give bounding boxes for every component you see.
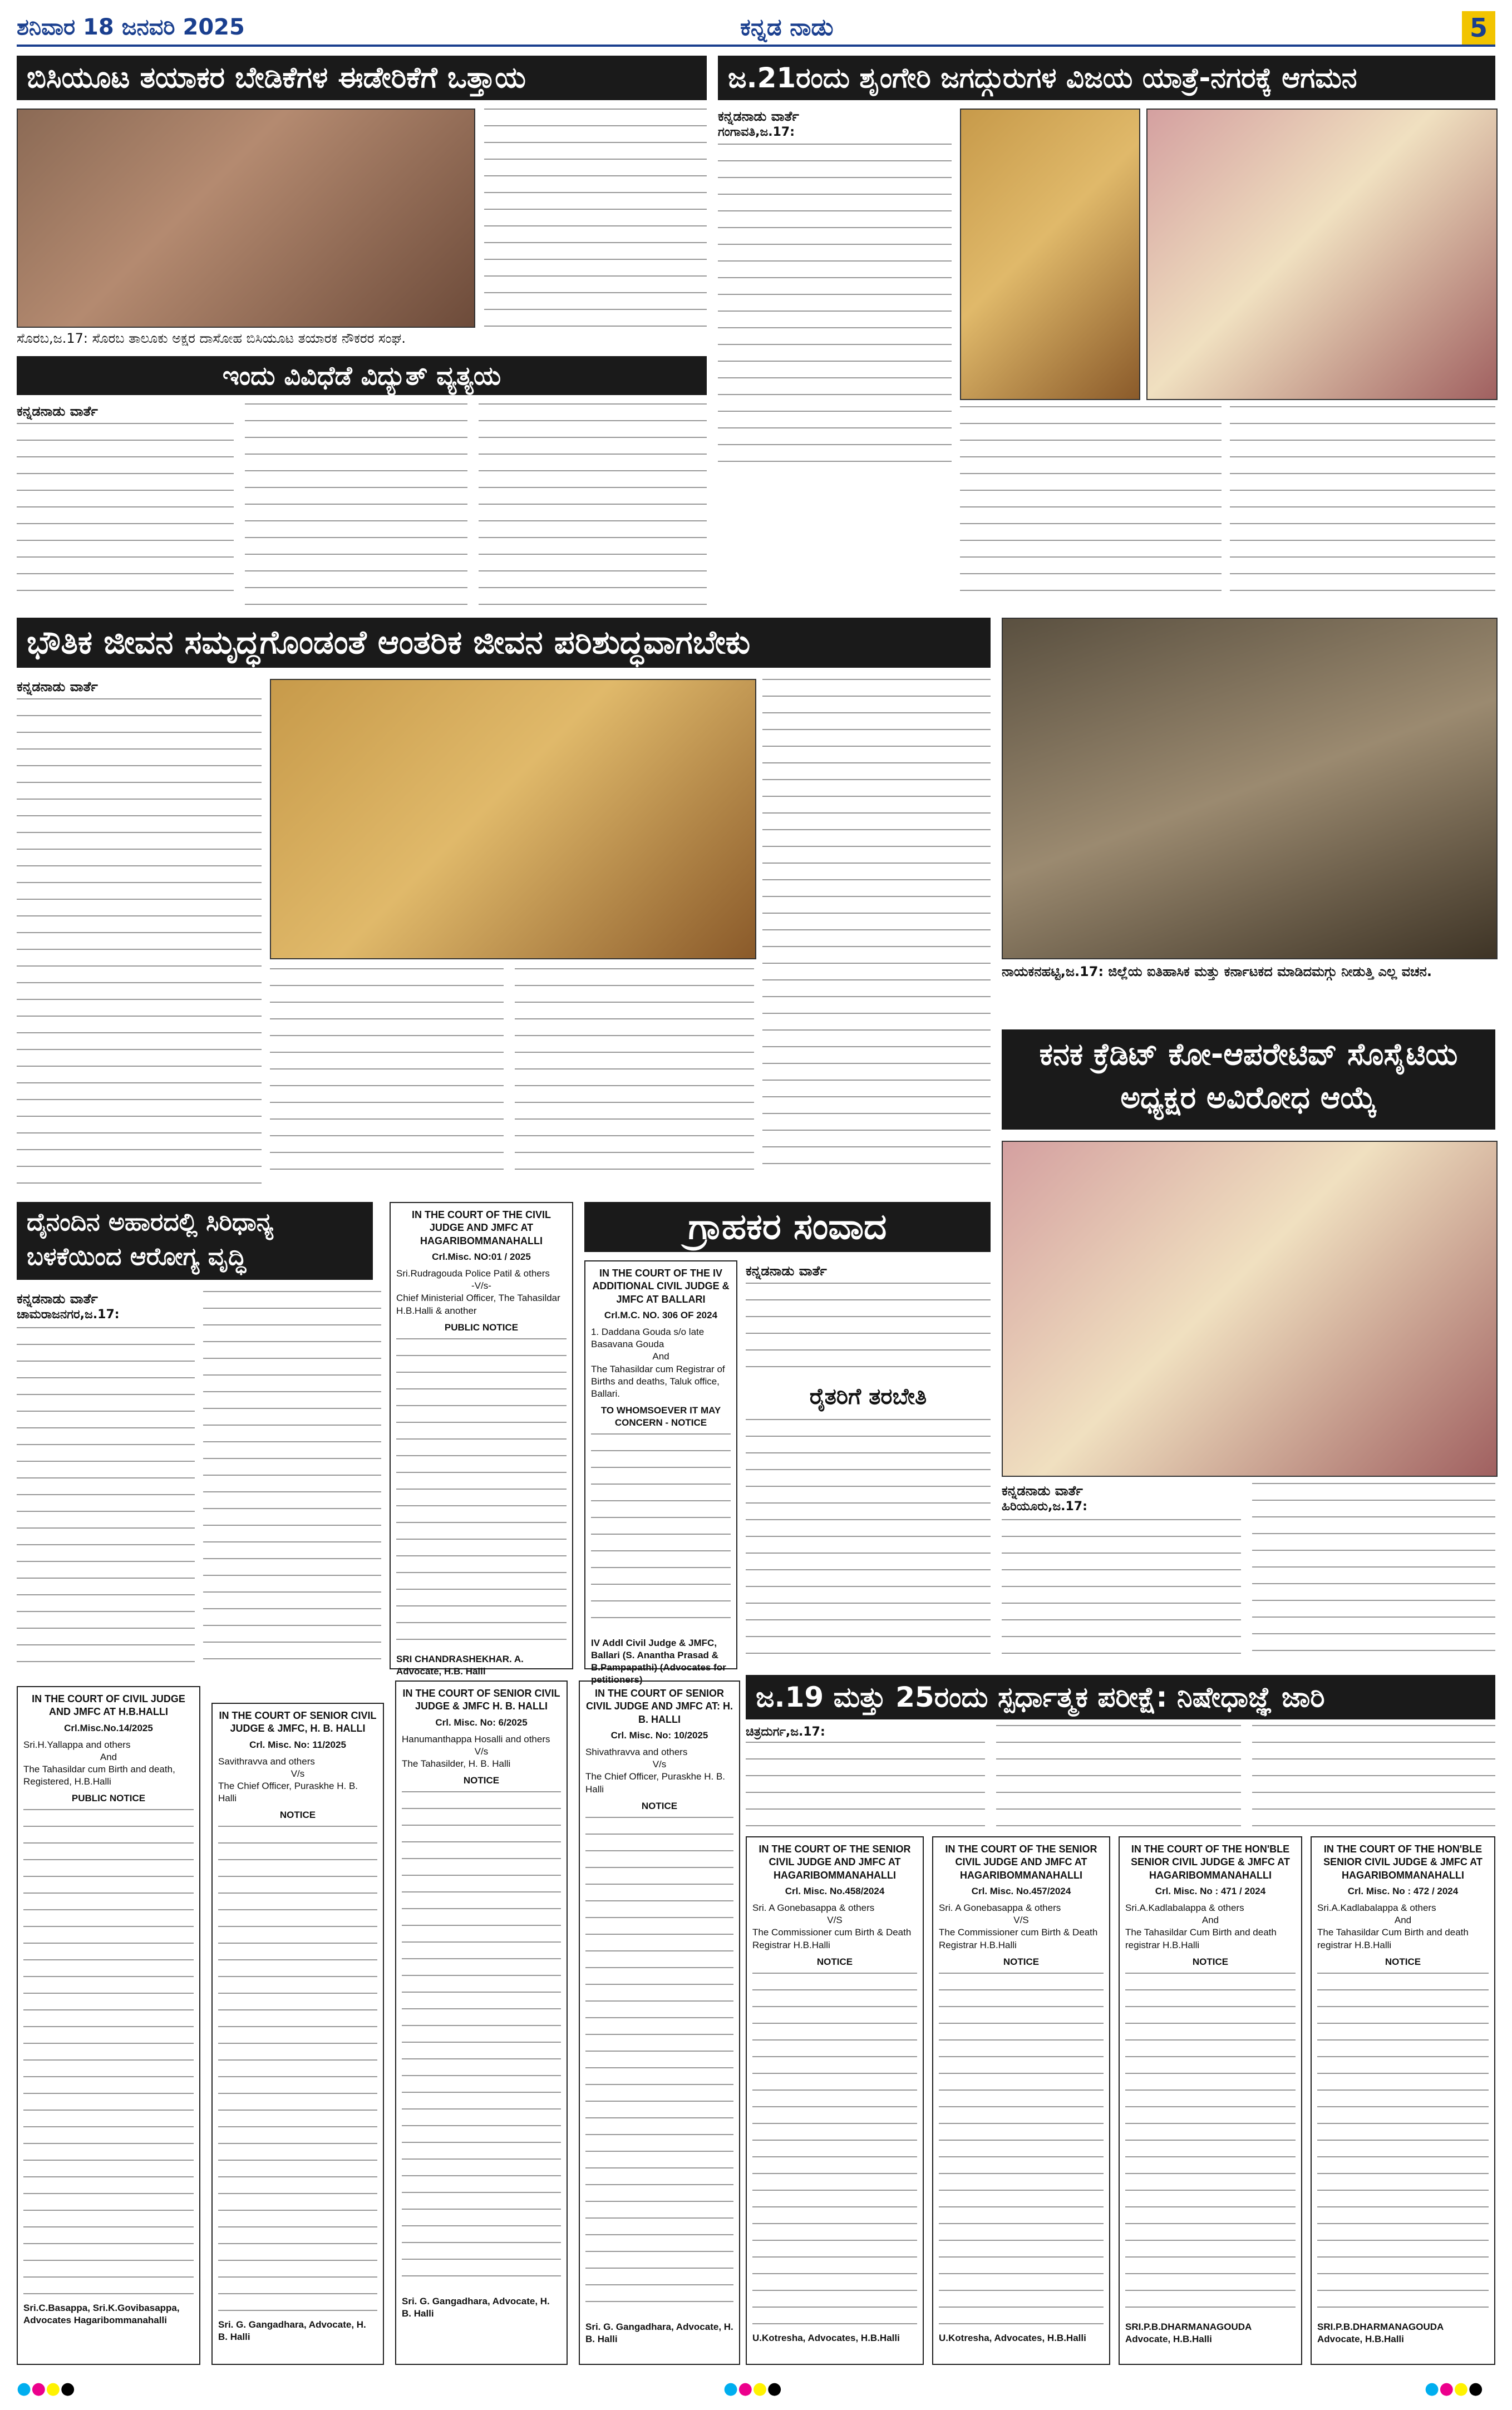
headline-siridhanya: ದೈನಂದಿನ ಅಹಾರದಲ್ಲಿ ಸಿರಿಧಾನ್ಯ ಬಳಕೆಯಿಂದ ಆರೋಗ್ಯ ವೃದ್ಧಿ	[17, 1202, 373, 1280]
notice-between: Hanumanthappa Hosalli and others	[402, 1733, 550, 1744]
photo-bhoutika	[270, 679, 756, 959]
notice-body	[585, 1817, 733, 2318]
notice-crl-misc-457-2024	[932, 1836, 1110, 2365]
registration-marks-right: ●●●●	[1425, 2379, 1483, 2398]
dateline-spardha: ಚಿತ್ರದುರ್ಗ,ಜ.17:	[746, 1725, 825, 1739]
notice-court: IN THE COURT OF CIVIL JUDGE AND JMFC AT H.B.HALLI	[32, 1693, 185, 1718]
story-shringeri-col3	[1230, 406, 1495, 607]
notice-case: Crl.Misc. NO:01 / 2025	[432, 1251, 531, 1263]
notice-crl-misc-472-2024	[1311, 1836, 1495, 2365]
notice-signed: Sri.C.Basappa, Sri.K.Govibasappa, Advocates Hagaribommanahalli	[23, 2303, 180, 2326]
notice-between: Sri.A.Kadlabalappa & others	[1125, 1903, 1244, 1914]
page-number: 5	[1462, 11, 1495, 45]
story-raitha-body	[746, 1419, 991, 1664]
notice-body	[939, 1973, 1104, 2329]
notice-crl-misc-458-2024	[746, 1836, 924, 2365]
notice-title: NOTICE	[1192, 1956, 1229, 1967]
story-bhoutika-col4	[762, 679, 991, 1180]
notice-crl-misc-10-2025	[579, 1680, 740, 2365]
issue-date: ಶನಿವಾರ 18 ಜನವರಿ 2025	[17, 14, 245, 40]
headline-shringeri: ಜ.21ರಂದು ಶೃಂಗೇರಿ ಜಗದ್ಗುರುಗಳ ವಿಜಯ ಯಾತ್ರೆ-ನಗರಕ್ಕೆ ಆಗಮನ	[718, 56, 1495, 100]
headline-vidyut: ಇಂದು ವಿವಿಧೆಡೆ ವಿದ್ಯುತ್ ವ್ಯತ್ಯಯ	[17, 356, 707, 395]
notice-body	[396, 1338, 567, 1650]
notice-case: Crl. Misc. No : 471 / 2024	[1155, 1886, 1266, 1897]
notice-between: Sri. A Gonebasappa & others	[939, 1903, 1061, 1914]
photo-shringeri-2	[1146, 109, 1498, 400]
notice-case: Crl. Misc. No : 472 / 2024	[1347, 1886, 1459, 1897]
notice-versus: And	[100, 1751, 117, 1762]
notice-respondent: The Chief Officer, Puraskhe H. B. Halli	[585, 1771, 726, 1795]
story-bhoutika-col3	[515, 968, 754, 1180]
story-vidyut-col2	[245, 403, 467, 607]
notice-between: Sri. A Gonebasappa & others	[752, 1903, 875, 1914]
notice-versus: -V/s-	[471, 1280, 491, 1292]
photo-bisiyoota	[17, 109, 475, 328]
headline-bisiyoota: ಬಿಸಿಯೂಟ ತಯಾಕರ ಬೇಡಿಕೆಗಳ ಈಡೇರಿಕೆಗೆ ಒತ್ತಾಯ	[17, 56, 707, 100]
notice-respondent: The Tahasildar Cum Birth and death registrar H.B.Halli	[1125, 1927, 1277, 1950]
photo-kanaka	[1002, 1141, 1498, 1477]
story-vidyut-col1	[17, 423, 234, 607]
notice-signed: SRI CHANDRASHEKHAR. A. Advocate, H.B. Halli	[396, 1653, 524, 1677]
notice-signed: SRI.P.B.DHARMANAGOUDA Advocate, H.B.Halli	[1125, 2321, 1252, 2344]
notice-crl-misc-01-2025	[390, 1202, 573, 1677]
notice-versus: V/s	[474, 1746, 489, 1757]
notice-title: NOTICE	[279, 1810, 316, 1821]
story-bhoutika-col1	[17, 698, 262, 1188]
notice-between: Sri.Rudragouda Police Patil & others	[396, 1268, 550, 1279]
dateline-kanaka: ಹಿರಿಯೂರು,ಜ.17:	[1002, 1500, 1087, 1514]
byline-kanaka: ಕನ್ನಡನಾಡು ವಾರ್ತೆ	[1002, 1483, 1083, 1499]
story-kanaka-col2	[1252, 1483, 1495, 1664]
notice-body	[402, 1791, 561, 2292]
story-vidyut-col3	[479, 403, 707, 607]
notice-body	[591, 1433, 731, 1634]
notice-body	[1125, 1973, 1296, 2318]
notice-court: IN THE COURT OF SENIOR CIVIL JUDGE AND JMFC AT: H. B. HALLI	[585, 1688, 733, 1725]
byline-siridhanya: ಕನ್ನಡನಾಡು ವಾರ್ತೆ	[17, 1291, 98, 1307]
byline-bhoutika: ಕನ್ನಡನಾಡು ವಾರ್ತೆ	[17, 679, 98, 694]
notice-case: Crl.Misc.No.14/2025	[64, 1722, 153, 1733]
story-shringeri-col2	[960, 406, 1222, 607]
notice-respondent: Chief Ministerial Officer, The Tahasildar H.B.Halli & another	[396, 1293, 560, 1316]
notice-respondent: The Tahasilder, H. B. Halli	[402, 1758, 511, 1770]
notice-signed: Sri. G. Gangadhara, Advocate, H. B. Halli	[218, 2319, 366, 2343]
notice-respondent: The Tahasildar cum Registrar of Births and deaths, Taluk office, Ballari.	[591, 1363, 725, 1399]
notice-court: IN THE COURT OF THE HON'BLE SENIOR CIVIL JUDGE & JMFC AT HAGARIBOMMANAHALLI	[1323, 1844, 1483, 1881]
notice-respondent: The Chief Officer, Puraskhe H. B. Halli	[218, 1781, 358, 1804]
headline-spardha: ಜ.19 ಮತ್ತು 25ರಂದು ಸ್ಪರ್ಧಾತ್ಮಕ ಪರೀಕ್ಷೆ: ನಿಷೇಧಾಜ್ಞೆ ಜಾರಿ	[746, 1675, 1495, 1719]
story-spardha-col2	[996, 1725, 1241, 1831]
notice-versus: V/S	[827, 1915, 843, 1926]
byline-vidyut: ಕನ್ನಡನಾಡು ವಾರ್ತೆ	[17, 403, 98, 419]
notice-crl-misc-11-2025	[211, 1703, 384, 2365]
story-siridhanya-col1	[17, 1327, 195, 1672]
notice-body	[218, 1826, 377, 2315]
notice-respondent: The Commissioner cum Birth & Death Registrar H.B.Halli	[752, 1927, 912, 1950]
caption-nayakanahatti: ನಾಯಕನಹಟ್ಟಿ,ಜ.17: ಜಿಲ್ಲೆಯ ಐತಿಹಾಸಿಕ ಮತ್ತು ಕರ್ನಾಟಕದ ಮಾಡಿದಮಗ್ಗು ನೀಡುತ್ತಿ ಎಲ್ಲ ವಚನ.	[1002, 964, 1432, 979]
notice-title: NOTICE	[463, 1775, 500, 1786]
notice-signed: IV Addl Civil Judge & JMFC, Ballari (S. Anantha Prasad & B.Pampapathi) (Advocates for petitioners)	[591, 1638, 726, 1685]
notice-body	[752, 1973, 917, 2329]
notice-versus: And	[1394, 1915, 1412, 1926]
notice-versus: V/S	[1013, 1915, 1029, 1926]
notice-title: NOTICE	[816, 1956, 853, 1967]
notice-crl-misc-6-2025	[395, 1680, 568, 2365]
notice-title: NOTICE	[641, 1800, 678, 1811]
headline-bhoutika: ಭೌತಿಕ ಜೀವನ ಸಮೃದ್ಧಗೊಂಡಂತೆ ಆಂತರಿಕ ಜೀವನ ಪರಿಶುದ್ಧವಾಗಬೇಕು	[17, 618, 991, 668]
headline-grahaka: ಗ್ರಾಹಕರ ಸಂವಾದ	[584, 1202, 991, 1252]
headline-raitha: ರೈತರಿಗೆ ತರಬೇತಿ	[809, 1384, 927, 1409]
notice-title: TO WHOMSOEVER IT MAY CONCERN - NOTICE	[600, 1404, 721, 1428]
caption-bisiyoota: ಸೊರಬ,ಜ.17: ಸೊರಬ ತಾಲೂಕು ಅಕ್ಷರ ದಾಸೋಹ ಬಿಸಿಯೂಟ ತಯಾರಕ ನೌಕರರ ಸಂಘ.	[17, 331, 406, 346]
headline-kanaka: ಕನಕ ಕ್ರೆಡಿಟ್ ಕೋ-ಆಪರೇಟಿವ್ ಸೊಸೈಟಿಯ ಅಧ್ಯಕ್ಷರ ಅವಿರೋಧ ಆಯ್ಕೆ	[1002, 1029, 1495, 1130]
notice-signed: U.Kotresha, Advocates, H.B.Halli	[752, 2332, 900, 2343]
dateline-shringeri: ಗಂಗಾವತಿ,ಜ.17:	[718, 125, 795, 139]
notice-case: Crl. Misc. No: 6/2025	[435, 1717, 528, 1728]
notice-signed: Sri. G. Gangadhara, Advocate, H. B. Halli	[585, 2321, 733, 2344]
notice-versus: And	[1201, 1915, 1219, 1926]
notice-court: IN THE COURT OF SENIOR CIVIL JUDGE & JMFC, H. B. HALLI	[219, 1710, 377, 1734]
registration-marks-left: ●●●●	[17, 2379, 75, 2398]
notice-versus: V/s	[290, 1768, 305, 1779]
story-bisiyoota-body	[484, 109, 707, 342]
notice-court: IN THE COURT OF SENIOR CIVIL JUDGE & JMFC H. B. HALLI	[402, 1688, 560, 1712]
byline-grahaka: ಕನ್ನಡನಾಡು ವಾರ್ತೆ	[746, 1263, 827, 1279]
notice-court: IN THE COURT OF THE SENIOR CIVIL JUDGE AND JMFC AT HAGARIBOMMANAHALLI	[759, 1844, 911, 1881]
notice-body	[1317, 1973, 1489, 2318]
notice-court: IN THE COURT OF THE IV ADDITIONAL CIVIL JUDGE & JMFC AT BALLARI	[592, 1268, 730, 1305]
notice-case: Crl. Misc. No: 10/2025	[610, 1730, 708, 1741]
notice-between: Savithravva and others	[218, 1756, 315, 1767]
notice-between: 1. Daddana Gouda s/o late Basavana Gouda	[591, 1327, 705, 1350]
notice-between: Sri.A.Kadlabalappa & others	[1317, 1903, 1436, 1914]
notice-respondent: The Commissioner cum Birth & Death Registrar H.B.Halli	[939, 1927, 1098, 1950]
registration-marks-center: ●●●●	[723, 2379, 782, 2398]
notice-versus: V/s	[652, 1759, 667, 1770]
notice-signed: U.Kotresha, Advocates, H.B.Halli	[939, 2332, 1086, 2343]
notice-court: IN THE COURT OF THE CIVIL JUDGE AND JMFC AT HAGARIBOMMANAHALLI	[412, 1209, 551, 1246]
notice-title: PUBLIC NOTICE	[71, 1793, 146, 1804]
notice-court: IN THE COURT OF THE SENIOR CIVIL JUDGE AND JMFC AT HAGARIBOMMANAHALLI	[945, 1844, 1097, 1881]
story-grahaka-body	[746, 1283, 991, 1372]
notice-respondent: The Tahasildar cum Birth and death, Registered, H.B.Halli	[23, 1764, 175, 1787]
notice-case: Crl. Misc. No.457/2024	[971, 1886, 1071, 1897]
notice-crl-misc-14-2025	[17, 1686, 200, 2365]
masthead	[17, 11, 1495, 47]
notice-title: NOTICE	[1003, 1956, 1040, 1967]
notice-crl-mc-306-2024	[584, 1260, 737, 1685]
notice-signed: Sri. G. Gangadhara, Advocate, H. B. Halli	[402, 2296, 550, 2319]
notice-respondent: The Tahasildar Cum Birth and death registrar H.B.Halli	[1317, 1927, 1469, 1950]
notice-crl-misc-471-2024	[1119, 1836, 1302, 2365]
story-spardha-col1	[746, 1742, 985, 1831]
notice-versus: And	[652, 1351, 669, 1362]
photo-shringeri-1	[960, 109, 1140, 400]
story-kanaka-col1	[1002, 1519, 1241, 1664]
dateline-siridhanya: ಚಾಮರಾಜನಗರ,ಜ.17:	[17, 1308, 120, 1322]
notice-between: Shivathravva and others	[585, 1747, 688, 1758]
notice-body	[23, 1809, 194, 2299]
notice-between: Sri.H.Yallappa and others	[23, 1739, 131, 1750]
story-spardha-col3	[1252, 1725, 1495, 1831]
notice-case: Crl. Misc. No.458/2024	[785, 1886, 885, 1897]
newspaper-brand: ಕನ್ನಡ ನಾಡು	[740, 13, 834, 41]
notice-case: Crl. Misc. No: 11/2025	[249, 1739, 346, 1750]
byline-shringeri: ಕನ್ನಡನಾಡು ವಾರ್ತೆ	[718, 109, 799, 124]
story-bhoutika-col2	[270, 968, 504, 1180]
notice-title: NOTICE	[1385, 1956, 1421, 1967]
notice-court: IN THE COURT OF THE HON'BLE SENIOR CIVIL JUDGE & JMFC AT HAGARIBOMMANAHALLI	[1131, 1844, 1290, 1881]
notice-title: PUBLIC NOTICE	[444, 1322, 519, 1333]
story-siridhanya-col2	[203, 1291, 381, 1672]
story-shringeri-col1	[718, 144, 952, 466]
photo-nayakanahatti	[1002, 618, 1498, 959]
notice-case: Crl.M.C. NO. 306 OF 2024	[604, 1310, 718, 1321]
notice-signed: SRI.P.B.DHARMANAGOUDA Advocate, H.B.Halli	[1317, 2321, 1444, 2344]
